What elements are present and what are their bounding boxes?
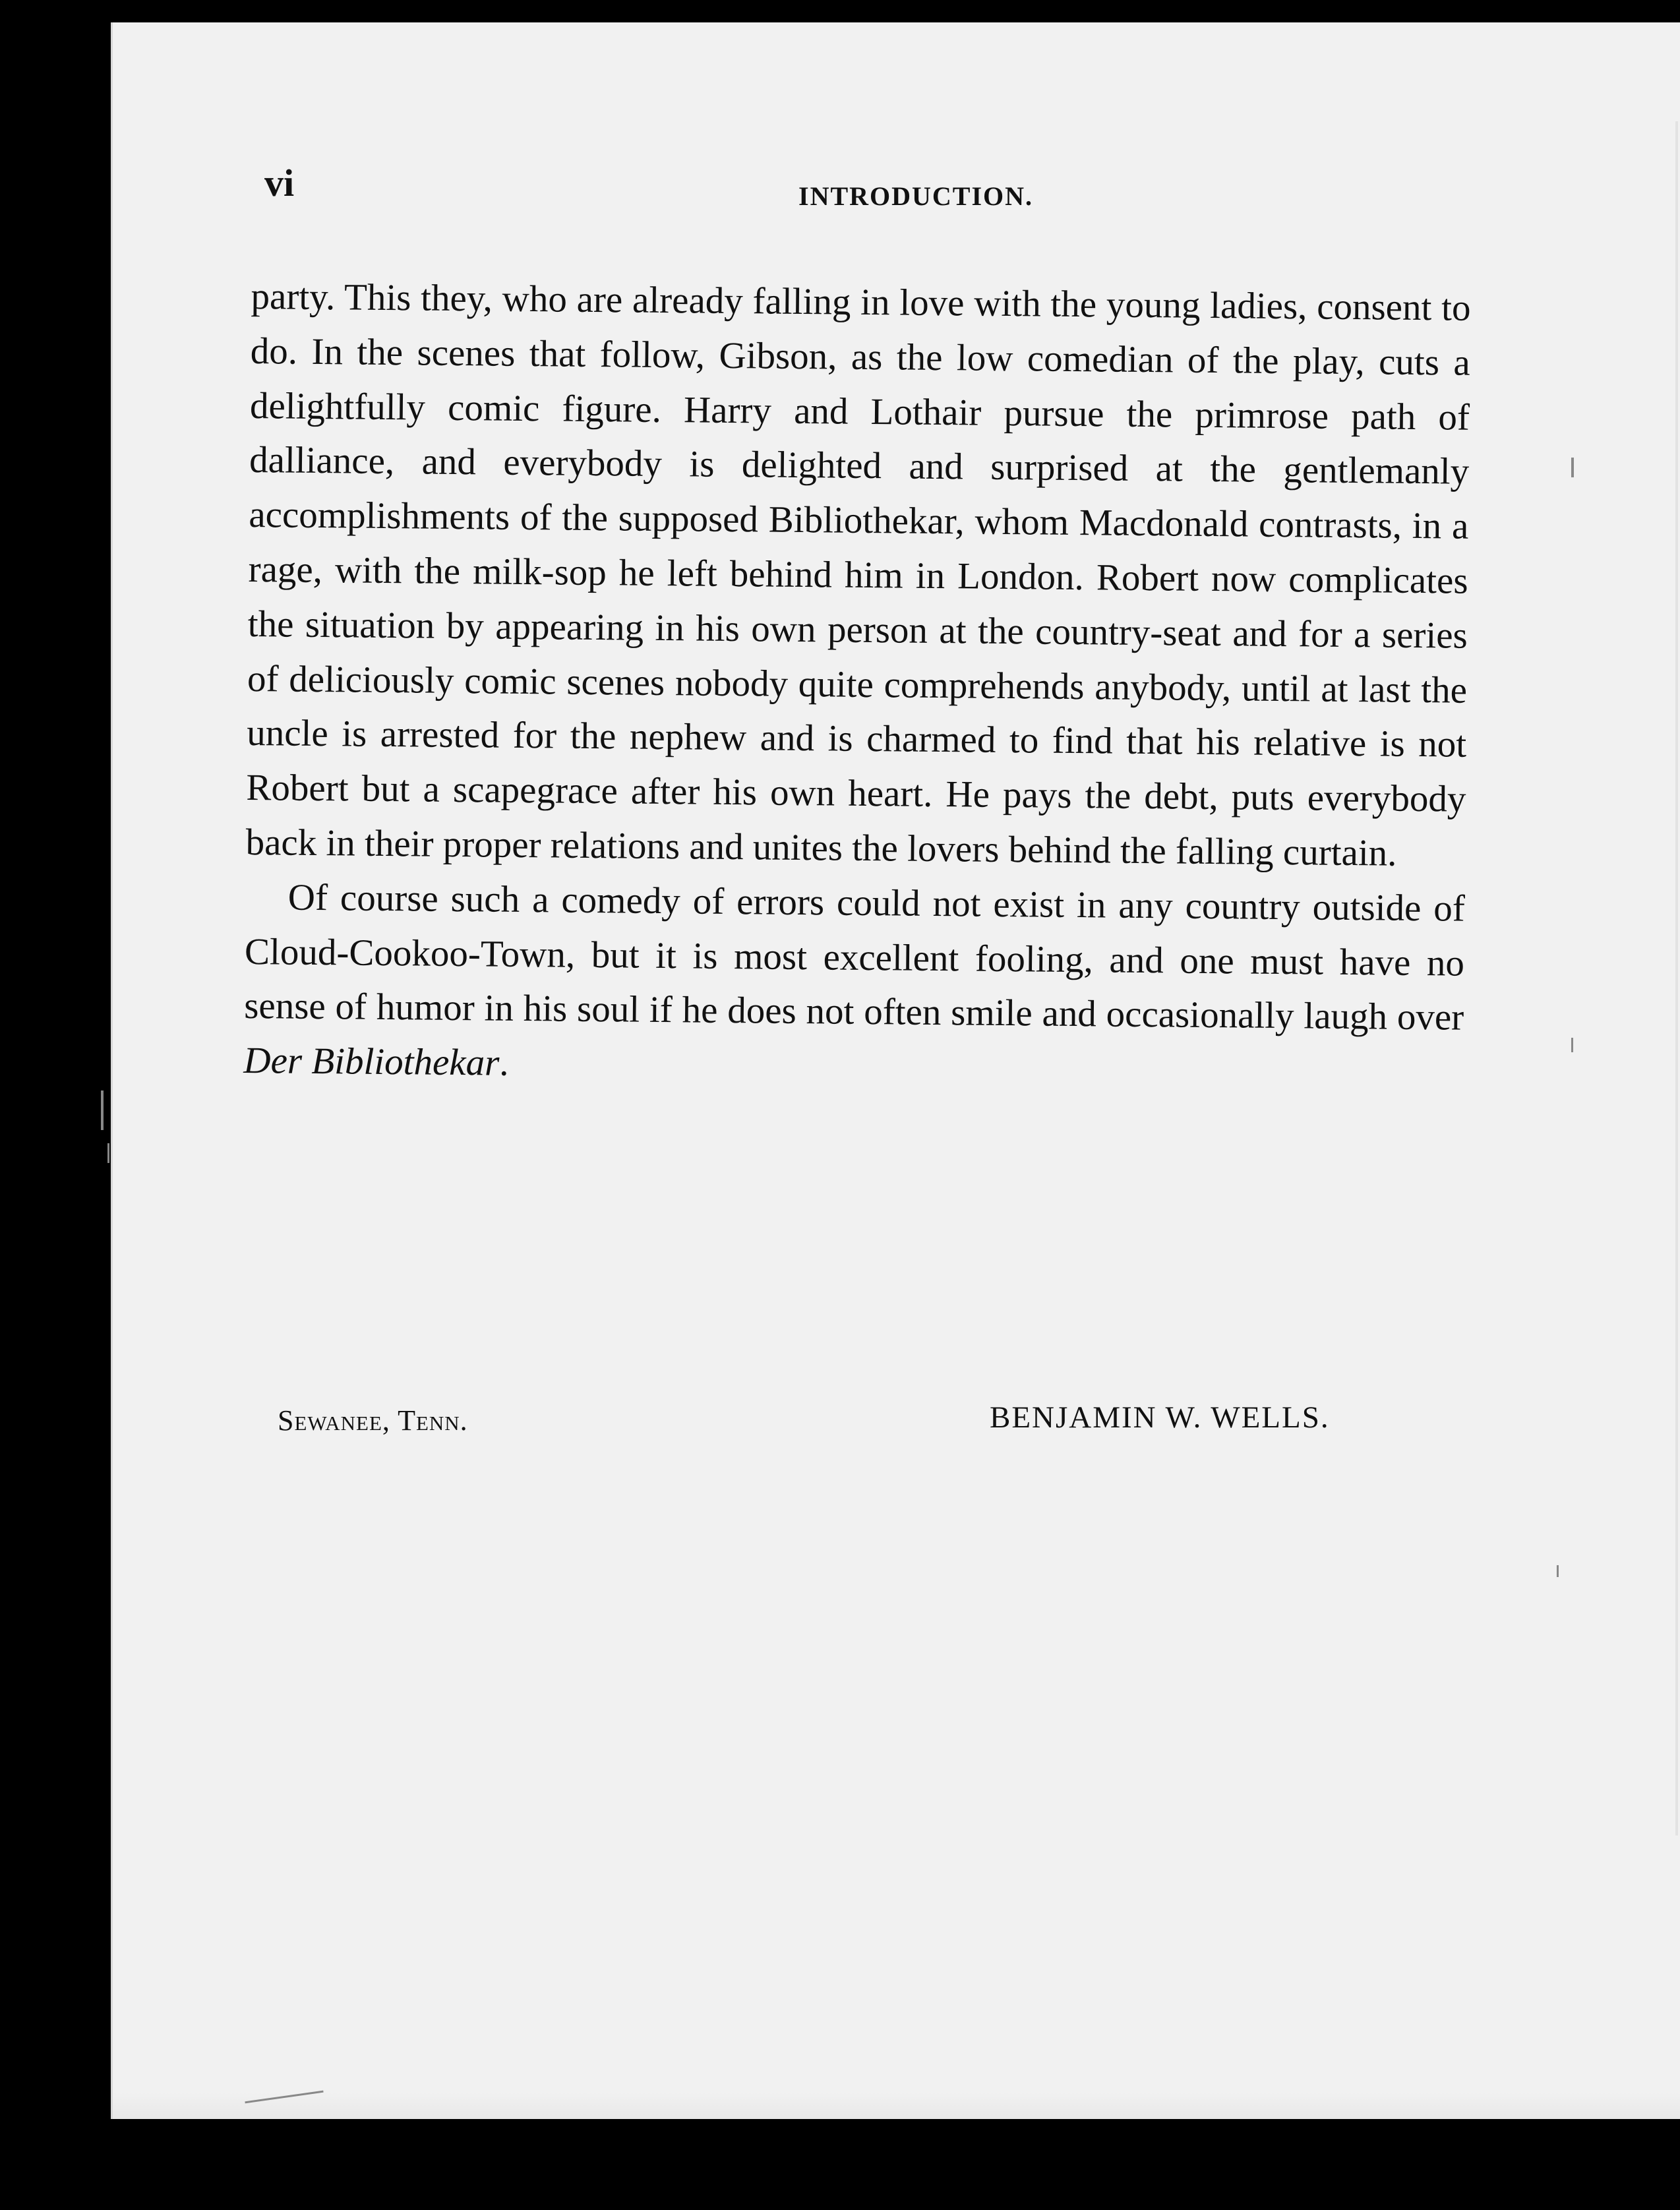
page-bottom-edge (113, 2093, 1680, 2119)
book-page (111, 22, 1680, 2119)
scan-speck (107, 1143, 109, 1163)
paragraph-1: party. This they, who are already falling in love with the young ladies, consent to do. In the scenes that follow, Gibson, as the low comedian of the play, cuts a delightfully comic figure. Harry and Lothair pursue the primrose path of dalliance, and everybody is delighted and surprised at the gentlemanly accomplishments of the supposed Bibliothekar, whom Macdonald contrasts, in a rage, with the milk-sop he left behind him in London. Robert now complicates the situation by appearing in his own person at the country-seat and for a series of deliciously comic scenes nobody quite comprehends anybody, until at last the uncle is arrested for the nephew and is charmed to find that his relative is not Robert but a scapegrace after his own heart. He pays the debt, puts everybody back in their proper relations and unites the lovers behind the falling curtain. (245, 275, 1471, 874)
scan-speck (1571, 1038, 1573, 1052)
book-title-reference: Der Bibliothekar (243, 1040, 500, 1084)
scan-speck (1557, 1565, 1559, 1577)
page-header (264, 161, 1451, 227)
paragraph-2-end: . (499, 1042, 509, 1084)
signature-place: Sewanee, Tenn. (278, 1404, 468, 1437)
signature-line (278, 1400, 1464, 1456)
body-text (243, 270, 1471, 1100)
paragraph-2 (243, 870, 1465, 1100)
scan-speck (1571, 458, 1574, 477)
signature-author: BENJAMIN W. WELLS. (990, 1400, 1330, 1435)
paragraph-2-text: Of course such a comedy of errors could not exist in any country outside of Cloud-Cookoo-Town, but it is most excellent fooling, and one must have no sense of humor in his soul if he does not often smile and occasionally laugh over (243, 876, 1466, 1039)
running-head: INTRODUCTION. (798, 181, 1034, 211)
page-edge-shadow (1675, 121, 1678, 1836)
scan-speck (101, 1090, 104, 1130)
page-number: vi (264, 162, 295, 204)
